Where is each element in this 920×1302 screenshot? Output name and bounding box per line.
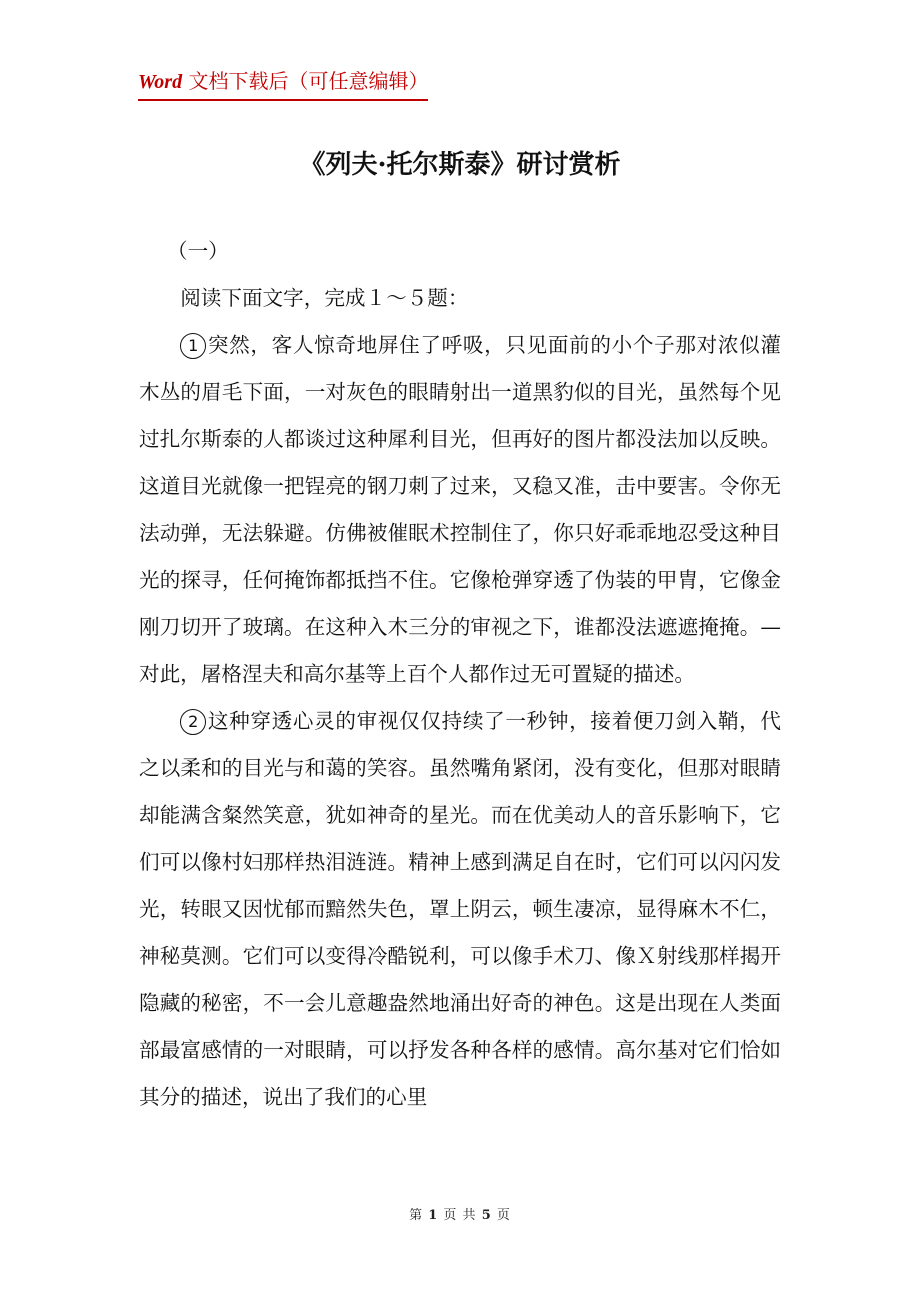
header-word-brand: Word (138, 71, 183, 93)
paragraph-number-2: 2 (180, 709, 206, 735)
section-label: （一） (167, 239, 229, 263)
page-footer (0, 1206, 920, 1226)
paragraph-2 (139, 698, 781, 1121)
instruction-line: 阅读下面文字，完成１～５题： (180, 286, 469, 310)
download-header (138, 66, 428, 101)
paragraph-number-1: 1 (180, 333, 206, 359)
paragraph-1-text: 突然，客人惊奇地屏住了呼吸，只见面前的小个子那对浓似灌木丛的眉毛下面，一对灰色的眼睛射出一道黑豹似的目光，虽然每个见过扎尔斯泰的人都谈过这种犀利目光，但再好的图片都没法加以反映。这道目光就像一把锃亮的钢刀刺了过来，又稳又准，击中要害。令你无法动弹，无法躲避。仿佛被催眠术控制住了，你只好乖乖地忍受这种目光的探寻，任何掩饰都抵挡不住。它像枪弹穿透了伪装的甲胄，它像金刚刀切开了玻璃。在这种入木三分的审视之下，谁都没法遮遮掩掩。—对此，屠格涅夫和高尔基等上百个人都作过无可置疑的描述。 (139, 333, 781, 686)
document-title: 《列夫·托尔斯泰》研讨赏析 (299, 150, 621, 180)
paragraph-1 (139, 322, 781, 698)
header-note: 文档下载后（可任意编辑） (182, 69, 429, 93)
footer-current-page: 1 (428, 1208, 439, 1223)
article-body (139, 228, 781, 1121)
footer-middle: 页 共 (438, 1208, 482, 1223)
footer-prefix: 第 (409, 1208, 429, 1223)
paragraph-2-text: 这种穿透心灵的审视仅仅持续了一秒钟，接着便刀剑入鞘，代之以柔和的目光与和蔼的笑容。虽然嘴角紧闭，没有变化，但那对眼睛却能满含粲然笑意，犹如神奇的星光。而在优美动人的音乐影响下，它们可以像村妇那样热泪涟涟。精神上感到满足自在时，它们可以闪闪发光，转眼又因忧郁而黯然失色，罩上阴云，顿生凄凉，显得麻木不仁，神秘莫测。它们可以变得冷酷锐利，可以像手术刀、像Ｘ射线那样揭开隐藏的秘密，不一会儿意趣盎然地涌出好奇的神色。这是出现在人类面部最富感情的一对眼睛，可以抒发各种各样的感情。高尔基对它们恰如其分的描述，说出了我们的心里 (139, 709, 781, 1109)
footer-total-pages: 5 (481, 1208, 492, 1223)
footer-suffix: 页 (491, 1208, 511, 1223)
